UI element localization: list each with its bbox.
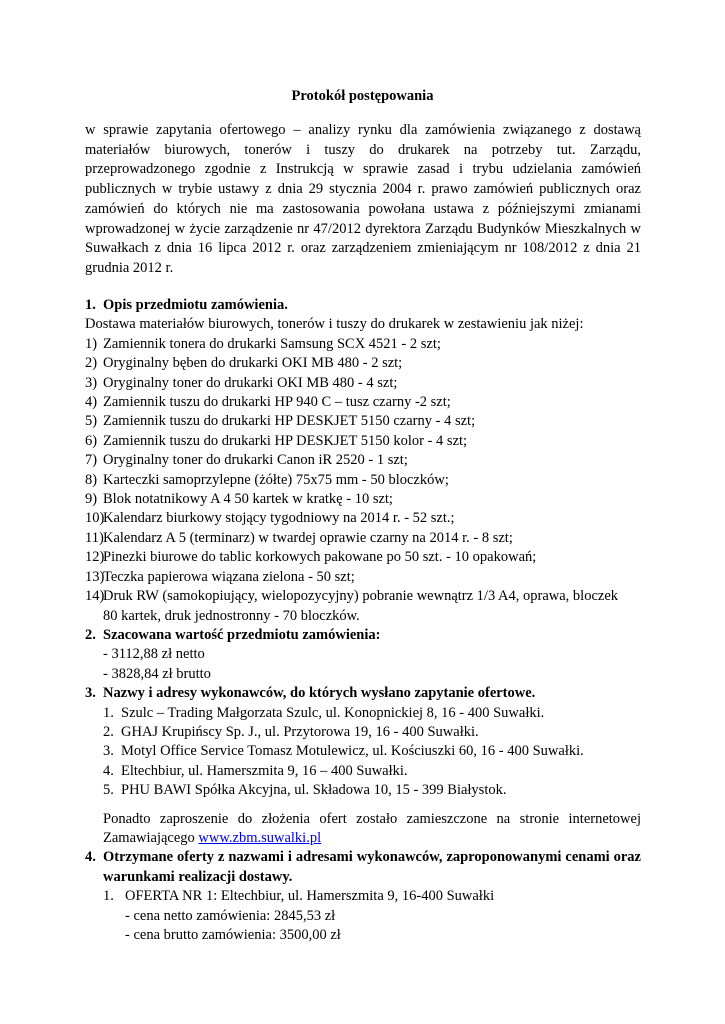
item-number: 1) — [85, 335, 98, 352]
section-heading: Nazwy i adresy wykonawców, do których wysłano zapytanie ofertowe. — [103, 685, 536, 702]
offer-item — [103, 887, 641, 906]
offer-number: 1. — [103, 888, 114, 905]
list-item — [85, 548, 641, 567]
offer-list — [85, 887, 641, 945]
section-2-heading — [85, 626, 641, 645]
item-text: Pinezki biurowe do tablic korkowych pakowane po 50 szt. - 10 opakowań; — [103, 549, 537, 566]
item-text: Blok notatnikowy A 4 50 kartek w kratkę - 10 szt; — [103, 491, 393, 508]
item-text: Karteczki samoprzylepne (żółte) 75x75 mm - 50 bloczków; — [103, 471, 449, 488]
list-item — [85, 412, 641, 431]
item-14-continuation: 80 kartek, druk jednostronny - 70 bloczków. — [103, 607, 360, 624]
item-number: 2) — [85, 355, 98, 372]
list-item — [85, 509, 641, 528]
item-number: 3) — [85, 374, 98, 391]
list-item — [103, 762, 641, 781]
list-item — [85, 393, 641, 412]
item-number: 13) — [85, 568, 105, 585]
section-number: 2. — [85, 626, 96, 643]
list-item — [85, 374, 641, 393]
list-item — [85, 471, 641, 490]
section-heading: Otrzymane oferty z nazwami i adresami wykonawców, zaproponowanymi cenami oraz warunkami realizacji dostawy. — [103, 849, 641, 885]
vendor-text: PHU BAWI Spółka Akcyjna, ul. Składowa 10, 15 - 399 Białystok. — [121, 782, 507, 799]
vendor-number: 4. — [103, 762, 114, 779]
list-item — [103, 723, 641, 742]
item-text: Oryginalny toner do drukarki OKI MB 480 - 4 szt; — [103, 374, 398, 391]
vendor-text: Szulc – Trading Małgorzata Szulc, ul. Konopnickiej 8, 16 - 400 Suwałki. — [121, 704, 545, 721]
item-text: Zamiennik tuszu do drukarki HP DESKJET 5150 czarny - 4 szt; — [103, 413, 476, 430]
vendor-number: 2. — [103, 723, 114, 740]
section-heading: Opis przedmiotu zamówienia. — [103, 297, 288, 313]
vendor-list — [85, 704, 641, 801]
item-text: Zamiennik tuszu do drukarki HP 940 C – tusz czarny -2 szt; — [103, 394, 451, 411]
list-item — [103, 781, 641, 800]
item-text: Kalendarz A 5 (terminarz) w twardej oprawie czarny na 2014 r. - 8 szt; — [103, 529, 513, 546]
list-item — [85, 568, 641, 587]
item-text: Oryginalny toner do drukarki Canon iR 2520 - 1 szt; — [103, 452, 408, 469]
vendor-number: 5. — [103, 782, 114, 799]
item-number: 7) — [85, 452, 98, 469]
vendor-text: GHAJ Krupińscy Sp. J., ul. Przytorowa 19, 16 - 400 Suwałki. — [121, 723, 479, 740]
item-text: Zamiennik tonera do drukarki Samsung SCX 4521 - 2 szt; — [103, 335, 441, 352]
vendor-text: Motyl Office Service Tomasz Motulewicz, ul. Kościuszki 60, 16 - 400 Suwałki. — [121, 743, 584, 760]
section-number: 1. — [85, 297, 96, 313]
item-number: 12) — [85, 549, 105, 566]
item-text: Kalendarz biurkowy stojący tygodniowy na 2014 r. - 52 szt.; — [103, 510, 455, 527]
list-item — [85, 354, 641, 373]
section-number: 4. — [85, 849, 96, 866]
website-link[interactable]: www.zbm.suwalki.pl — [198, 829, 322, 846]
item-number: 6) — [85, 432, 98, 449]
estimate-netto: - 3112,88 zł netto — [103, 646, 205, 663]
offer-brutto: - cena brutto zamówienia: 3500,00 zł — [125, 927, 341, 943]
item-text: Teczka papierowa wiązana zielona - 50 szt; — [103, 568, 355, 585]
list-item — [85, 529, 641, 548]
page-title: Protokół postępowania — [291, 88, 434, 104]
item-number: 5) — [85, 413, 98, 430]
vendor-text: Eltechbiur, ul. Hamerszmita 9, 16 – 400 Suwałki. — [121, 762, 408, 779]
item-number: 4) — [85, 394, 98, 411]
list-item — [85, 490, 641, 509]
list-item — [85, 432, 641, 451]
item-text: Zamiennik tuszu do drukarki HP DESKJET 5150 kolor - 4 szt; — [103, 432, 468, 449]
estimate-brutto: - 3828,84 zł brutto — [103, 665, 211, 682]
item-number: 10) — [85, 510, 105, 527]
item-number: 8) — [85, 471, 98, 488]
list-item — [85, 587, 641, 606]
section-heading: Szacowana wartość przedmiotu zamówienia: — [103, 626, 381, 643]
section-1-lead: Dostawa materiałów biurowych, tonerów i tuszy do drukarek w zestawieniu jak niżej: — [85, 316, 584, 333]
note-text: Ponadto zaproszenie do złożenia ofert zostało zamieszczone na stronie internetowej Zamawiającego — [103, 810, 641, 846]
item-text: Oryginalny bęben do drukarki OKI MB 480 - 2 szt; — [103, 355, 403, 372]
item-number: 14) — [85, 588, 105, 605]
section-1-heading — [85, 296, 641, 315]
list-item — [103, 742, 641, 761]
offer-title: OFERTA NR 1: Eltechbiur, ul. Hamerszmita 9, 16-400 Suwałki — [125, 888, 495, 905]
vendor-number: 3. — [103, 743, 114, 760]
publication-note — [85, 810, 641, 849]
item-text: Druk RW (samokopiujący, wielopozycyjny) pobranie wewnątrz 1/3 A4, oprawa, bloczek — [103, 588, 619, 605]
vendor-number: 1. — [103, 704, 114, 721]
item-number: 9) — [85, 491, 98, 508]
document-body — [85, 296, 641, 945]
section-4-heading — [85, 848, 641, 887]
list-item — [85, 335, 641, 354]
item-number: 11) — [85, 529, 104, 546]
list-item — [103, 704, 641, 723]
section-number: 3. — [85, 685, 96, 702]
item-list — [85, 335, 641, 626]
offer-netto: - cena netto zamówienia: 2845,53 zł — [125, 907, 336, 924]
section-3-heading — [85, 684, 641, 703]
list-item — [85, 451, 641, 470]
intro-paragraph: w sprawie zapytania ofertowego – analizy rynku dla zamówienia związanego z dostawą materiałów biurowych, tonerów i tuszy do drukarek na potrzeby tut. Zarządu, przeprowadzonego zgodnie z Instrukcją w sprawie zasad i trybu udzielania zamówień publicznych w trybie ustawy z dnia 29 stycznia 2004 r. prawo zamówień publicznych oraz zamówień do których nie ma zastosowania powołana ustawa z późniejszymi zmianami wprowadzonej w życie zarządzenie nr 47/2012 dyrektora Zarządu Budynków Mieszkalnych w Suwałkach z dnia 16 lipca 2012 r. oraz zarządzeniem zmieniającym nr 108/2012 z dnia 21 grudnia 2012 r. — [85, 122, 641, 276]
